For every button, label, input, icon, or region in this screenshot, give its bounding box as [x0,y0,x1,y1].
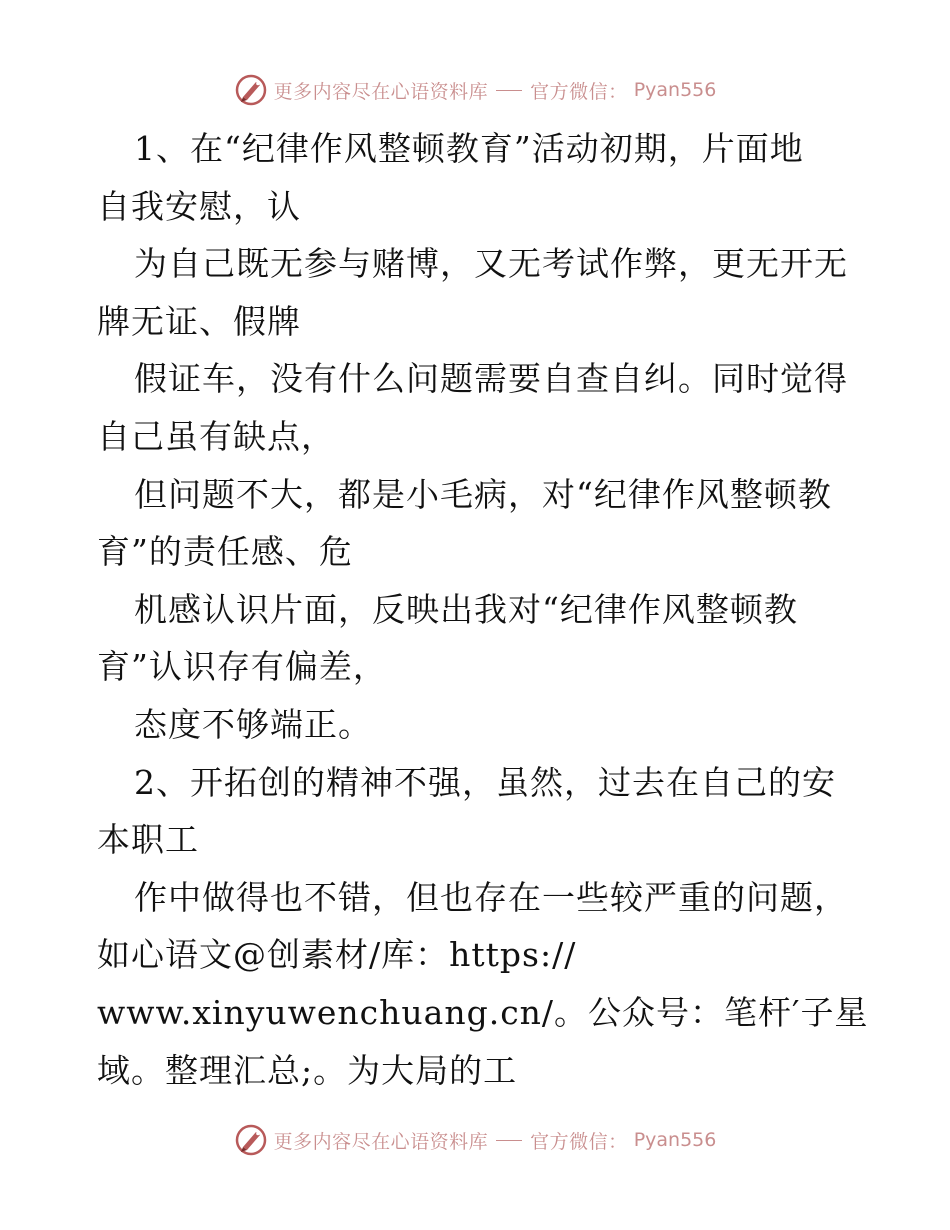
header-watermark [0,70,950,110]
watermark-group [234,1123,717,1157]
watermark-dash [496,90,522,91]
pen-logo-icon [234,1123,268,1157]
pen-logo-icon [234,73,268,107]
text-line: 牌无证、假牌 [97,301,301,341]
text-line: 态度不够端正。 [134,704,372,744]
text-line-url: www.xinyuwenchuang.cn/。公众号：笔杆′子星 [97,992,869,1032]
watermark-handle: Pyan556 [633,1129,717,1151]
text-line: 1、在“纪律作风整顿教育”活动初期，片面地 [134,129,804,168]
text-line: 机感认识片面，反映出我对“纪律作风整顿教 [134,589,798,629]
text-line: 自我安慰，认 [97,186,301,226]
text-line: 本职工 [97,820,199,860]
document-body [97,120,869,1099]
text-line: 自己虽有缺点， [97,416,335,456]
watermark-suffix: 官方微信： [530,80,628,103]
watermark-suffix: 官方微信： [530,1130,628,1153]
watermark-handle: Pyan556 [633,79,717,101]
footer-watermark [0,1120,950,1160]
watermark-brand: 更多内容尽在心语资料库 [273,80,489,103]
text-line: 域。整理汇总;。为大局的工 [97,1050,518,1090]
watermark-brand: 更多内容尽在心语资料库 [273,1130,489,1153]
text-line: 作中做得也不错，但也存在一些较严重的问题， [134,877,848,917]
text-line: 2、开拓创的精神不强，虽然，过去在自己的安 [134,762,836,802]
watermark-dash [496,1140,522,1141]
text-line: 但问题不大，都是小毛病，对“纪律作风整顿教 [134,474,832,514]
text-line-link: 如心语文@创素材/库：https:// [97,935,577,975]
text-line: 为自己既无参与赌博，又无考试作弊，更无开无 [134,244,848,284]
text-line: 育”的责任感、危 [97,532,353,572]
text-line: 育”认识存有偏差， [97,647,387,687]
watermark-group [234,73,717,107]
text-line: 假证车，没有什么问题需要自查自纠。同时觉得 [134,359,848,399]
